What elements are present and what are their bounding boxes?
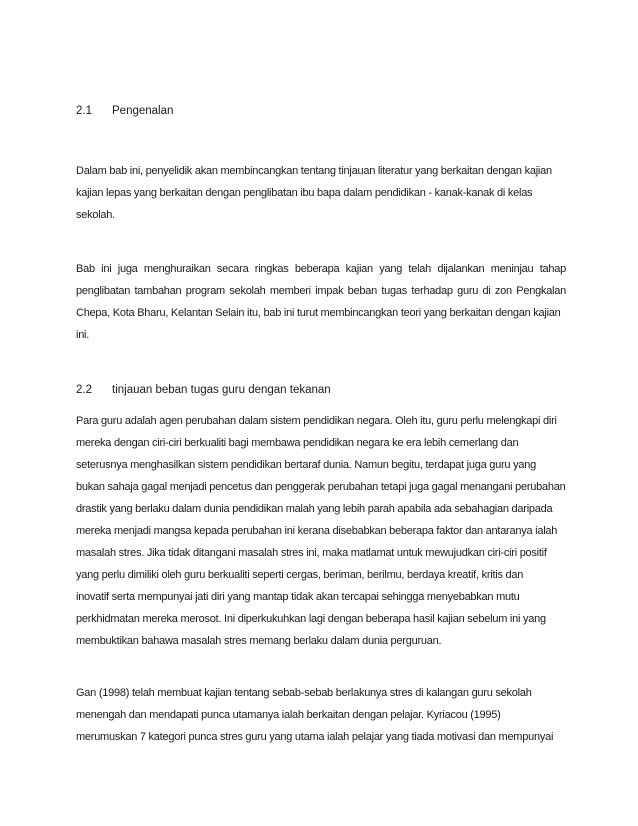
text-line: Bab ini juga menghuraikan secara ringkas beberapa kajian yang telah dijalankan meninjau tahap [76, 263, 566, 275]
section-number: 2.2 [76, 384, 92, 396]
text-line: Chepa, Kota Bharu, Kelantan Selain itu, bab ini turut membincangkan teori yang berkaitan dengan kajian [76, 307, 561, 319]
section-heading-2-2 [76, 383, 331, 397]
text-line: kajian lepas yang berkaitan dengan penglibatan ibu bapa dalam pendidikan - kanak-kanak di kelas [76, 187, 533, 199]
paragraph-chapter-summary [76, 262, 566, 350]
text-line: mereka menjadi mangsa kepada perubahan ini kerana disebabkan beberapa faktor dan antaranya ialah [76, 525, 558, 537]
text-line: membuktikan bahawa masalah stres memang berlaku dalam dunia perguruan. [76, 635, 442, 647]
text-line: Dalam bab ini, penyelidik akan membincangkan tentang tinjauan literatur yang berkaitan dengan kajian [76, 165, 552, 177]
paragraph-teacher-stress [76, 414, 566, 656]
section-heading-2-1 [76, 104, 173, 118]
text-line: masalah stres. Jika tidak ditangani masalah stres ini, maka matlamat untuk mewujudkan ciri-ciri positif [76, 547, 547, 559]
paragraph-introduction [76, 164, 566, 230]
text-line: ini. [76, 329, 90, 341]
section-title: tinjauan beban tugas guru dengan tekanan [112, 384, 331, 396]
text-line: Para guru adalah agen perubahan dalam sistem pendidikan negara. Oleh itu, guru perlu melengkapi diri [76, 415, 557, 427]
text-line: merumuskan 7 kategori punca stres guru yang utama ialah pelajar yang tiada motivasi dan mempunyai [76, 731, 554, 743]
text-line: menengah dan mendapati punca utamanya ialah berkaitan dengan pelajar. Kyriacou (1995) [76, 709, 501, 721]
text-line: sekolah. [76, 209, 115, 221]
text-line: penglibatan tambahan program sekolah memberi impak beban tugas terhadap guru di zon Pengkalan [76, 285, 566, 297]
text-line: bukan sahaja gagal menjadi pencetus dan penggerak perubahan tetapi juga gagal menangani perubahan [76, 481, 566, 493]
text-line: drastik yang berlaku dalam dunia pendidikan malah yang lebih parah apabila ada sebahagian daripada [76, 503, 553, 515]
paragraph-gan-kyriacou [76, 686, 566, 752]
section-number: 2.1 [76, 105, 92, 117]
text-line: perkhidmatan mereka merosot. Ini diperkukuhkan lagi dengan beberapa hasil kajian sebelum ini yang [76, 613, 546, 625]
text-line: Gan (1998) telah membuat kajian tentang sebab-sebab berlakunya stres di kalangan guru sekolah [76, 687, 532, 699]
text-line: inovatif serta mempunyai jati diri yang mantap tidak akan tercapai sehingga menyebabkan mutu [76, 591, 520, 603]
section-title: Pengenalan [112, 105, 174, 117]
text-line: seterusnya menghasilkan sistem pendidikan bertaraf dunia. Namun begitu, terdapat juga guru yang [76, 459, 536, 471]
text-line: mereka dengan ciri-ciri berkualiti bagi membawa pendidikan negara ke era lebih cemerlang dan [76, 437, 519, 449]
text-line: yang perlu dimiliki oleh guru berkualiti seperti cergas, beriman, berilmu, berdaya kreatif, kritis dan [76, 569, 524, 581]
